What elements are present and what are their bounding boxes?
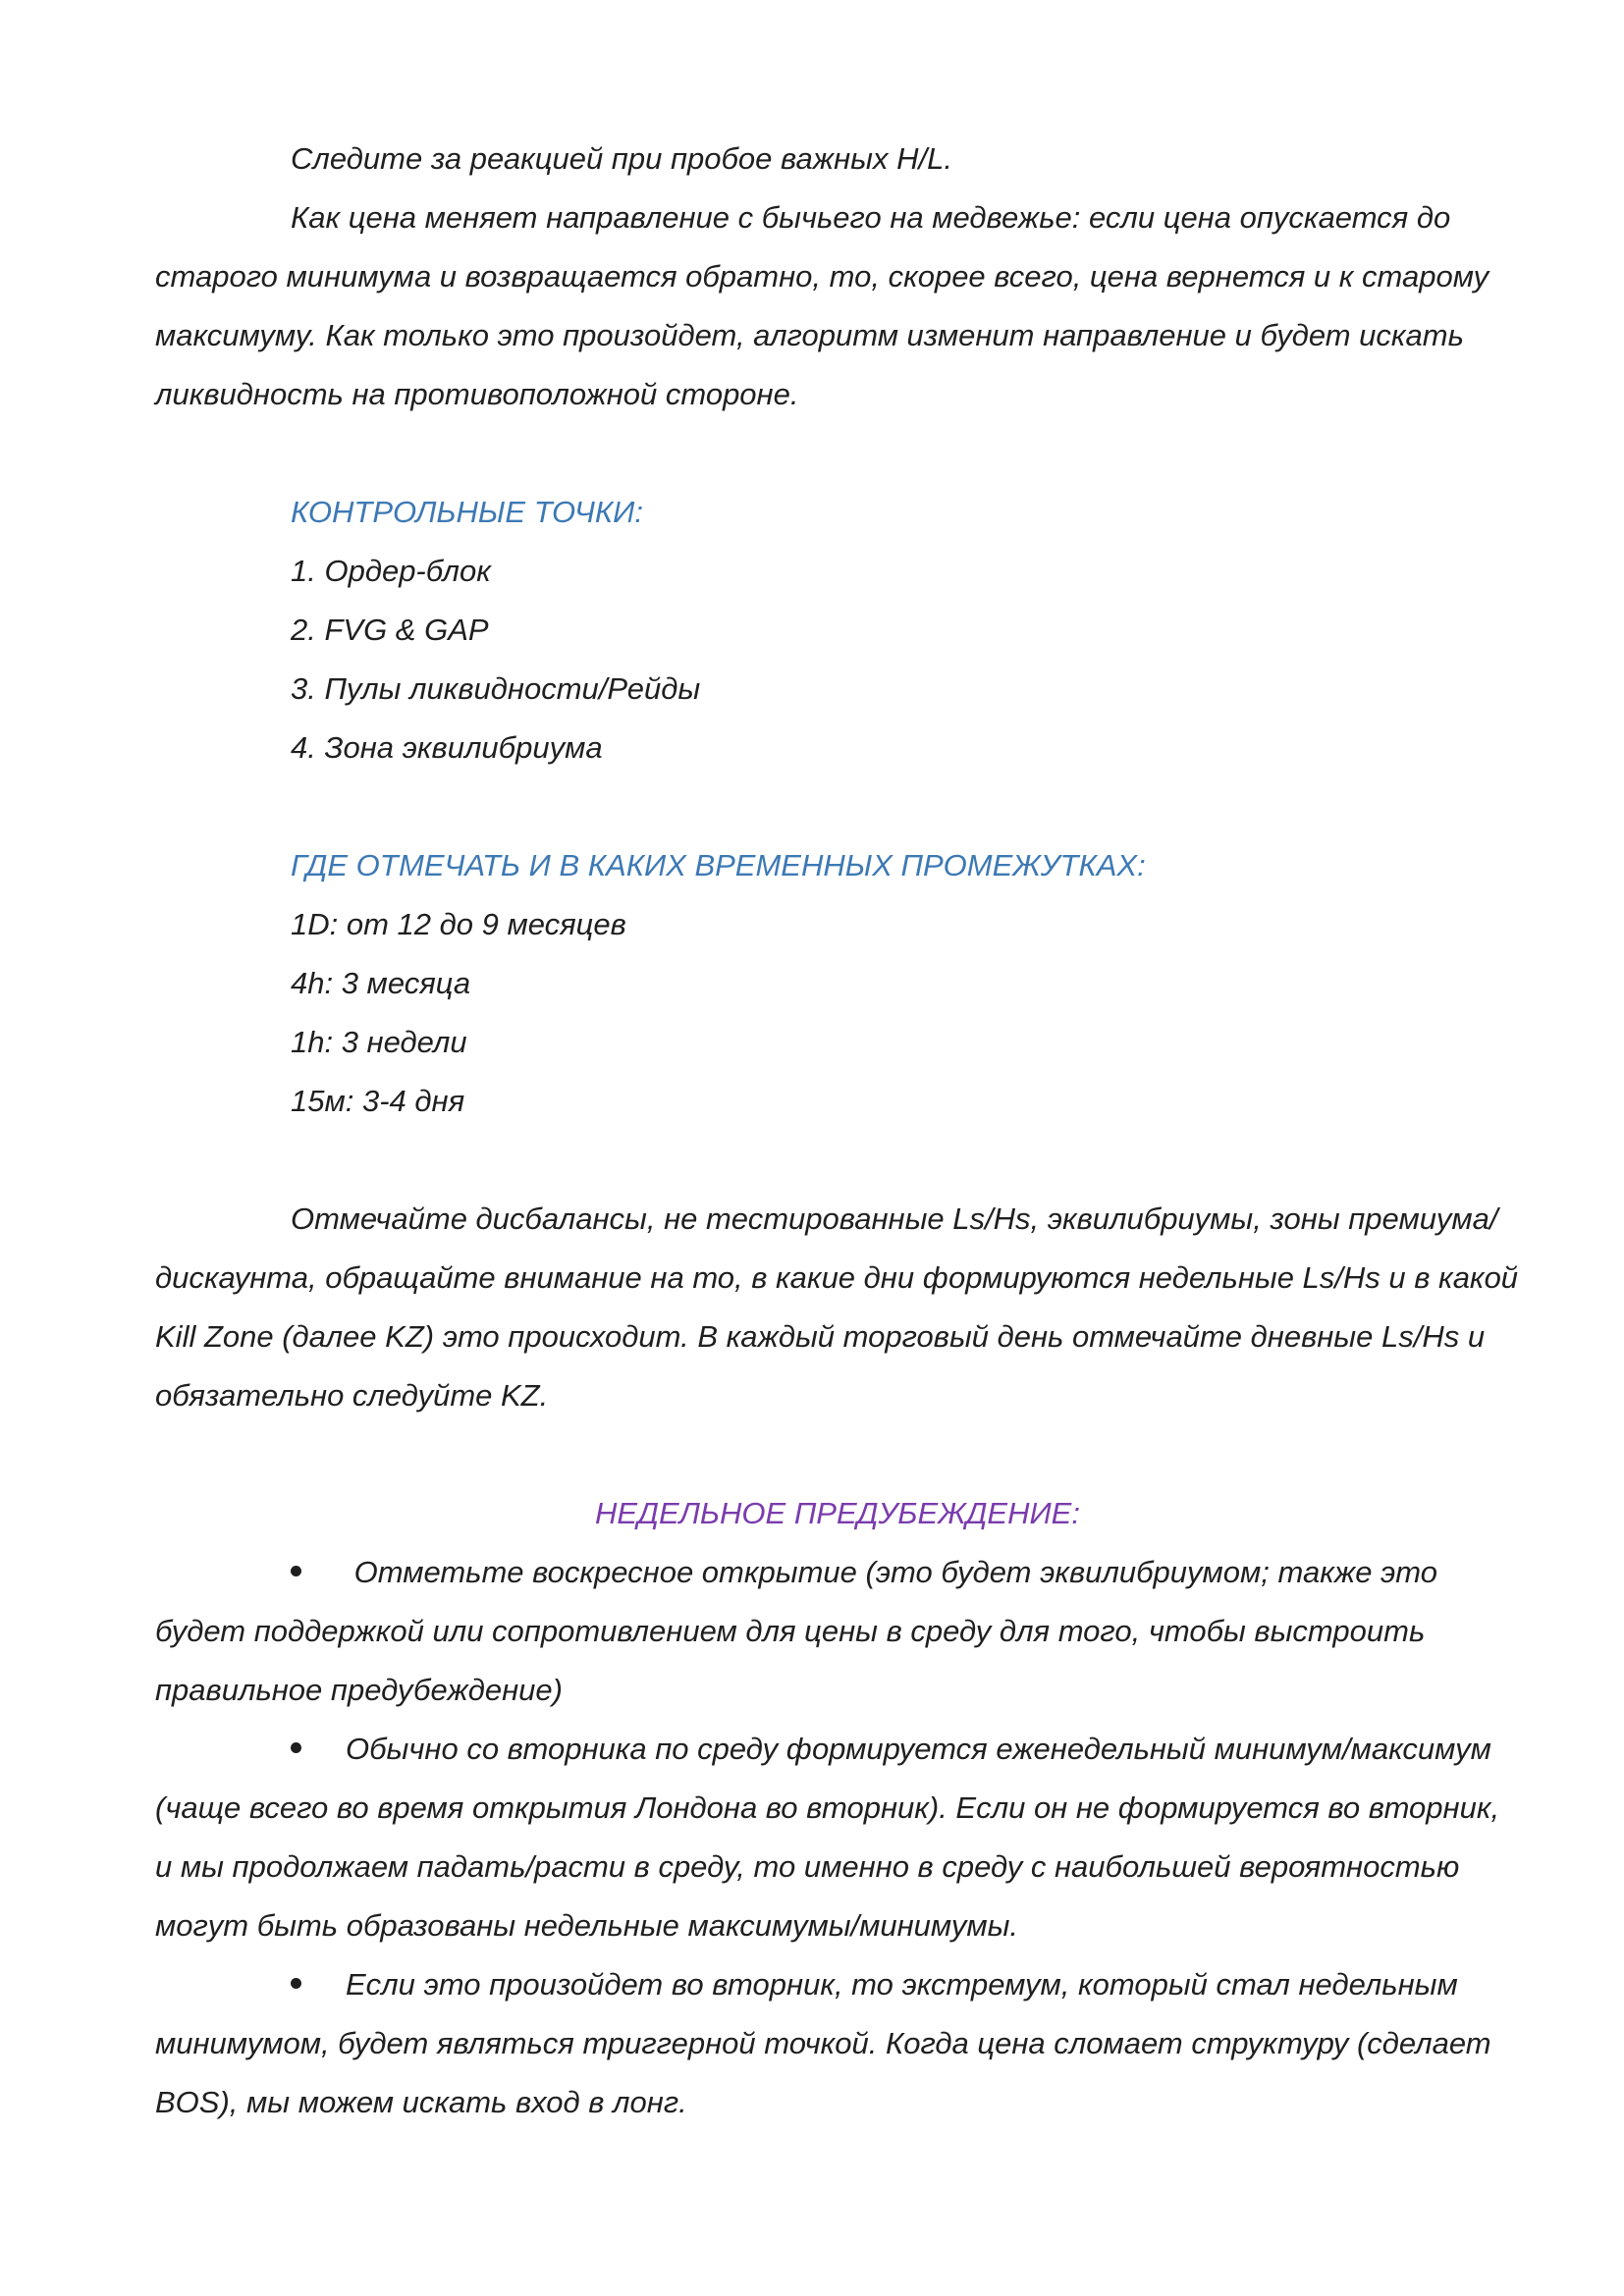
checkpoint-item: 1. Ордер-блок <box>291 554 491 588</box>
spacer <box>155 424 1520 483</box>
checkpoint-item: 3. Пулы ликвидности/Рейды <box>291 671 701 706</box>
checkpoints-heading: КОНТРОЛЬНЫЕ ТОЧКИ: <box>291 495 643 529</box>
timeframe-item: 15м: 3-4 дня <box>291 1084 465 1118</box>
bullet-dot-icon <box>291 1720 346 1779</box>
bullet-item <box>155 1543 1520 1720</box>
marking-paragraph: Отмечайте дисбалансы, не тестированные Ls/Hs, эквилибриумы, зоны премиума/дискаунта, обращайте внимание на то, в какие дни формируются недельные Ls/Hs и в какой Kill Zone (далее KZ) это происходит. В каждый торговый день отмечайте дневные Ls/Hs и обязательно следуйте KZ. <box>155 1201 1519 1413</box>
bullet-dot-icon <box>291 1955 346 2014</box>
bullet-text: Обычно со вторника по среду формируется еженедельный минимум/максимум (чаще всего во время открытия Лондона во вторник). Если он не формируется во вторник, и мы продолжаем падать/расти в среду, то именно в среду с наибольшей вероятностью могут быть образованы недельные максимумы/минимумы. <box>155 1732 1500 1943</box>
bullet-dot-icon <box>291 1543 346 1602</box>
checkpoint-item: 2. FVG & GAP <box>291 613 489 647</box>
bullet-item <box>155 1720 1520 1955</box>
weekly-bias-heading: НЕДЕЛЬНОЕ ПРЕДУБЕЖДЕНИЕ: <box>595 1496 1080 1530</box>
intro-paragraph: Как цена меняет направление с бычьего на медвежье: если цена опускается до старого минимума и возвращается обратно, то, скорее всего, цена вернется и к старому максимуму. Как только это произойдет, алгоритм изменит направление и будет искать ликвидность на противоположной стороне. <box>155 200 1489 411</box>
timeframe-item: 1D: от 12 до 9 месяцев <box>291 907 626 941</box>
spacer <box>155 777 1520 836</box>
document-page <box>155 130 1520 2132</box>
timeframes-heading: ГДЕ ОТМЕЧАТЬ И В КАКИХ ВРЕМЕННЫХ ПРОМЕЖУТКАХ: <box>291 848 1146 882</box>
timeframe-item: 4h: 3 месяца <box>291 966 471 1000</box>
bullet-item <box>155 1955 1520 2132</box>
checkpoint-item: 4. Зона эквилибриума <box>291 730 603 765</box>
intro-line: Следите за реакцией при пробое важных H/L. <box>291 141 952 176</box>
spacer <box>155 1425 1520 1484</box>
bullet-text: Если это произойдет во вторник, то экстремум, который стал недельным минимумом, будет являться триггерной точкой. Когда цена сломает структуру (сделает BOS), мы можем искать вход в лонг. <box>155 1967 1491 2119</box>
spacer <box>155 1131 1520 1190</box>
bullet-text: Отметьте воскресное открытие (это будет эквилибриумом; также это будет поддержкой или сопротивлением для цены в среду для того, чтобы выстроить правильное предубеждение) <box>155 1555 1438 1707</box>
timeframe-item: 1h: 3 недели <box>291 1025 467 1059</box>
